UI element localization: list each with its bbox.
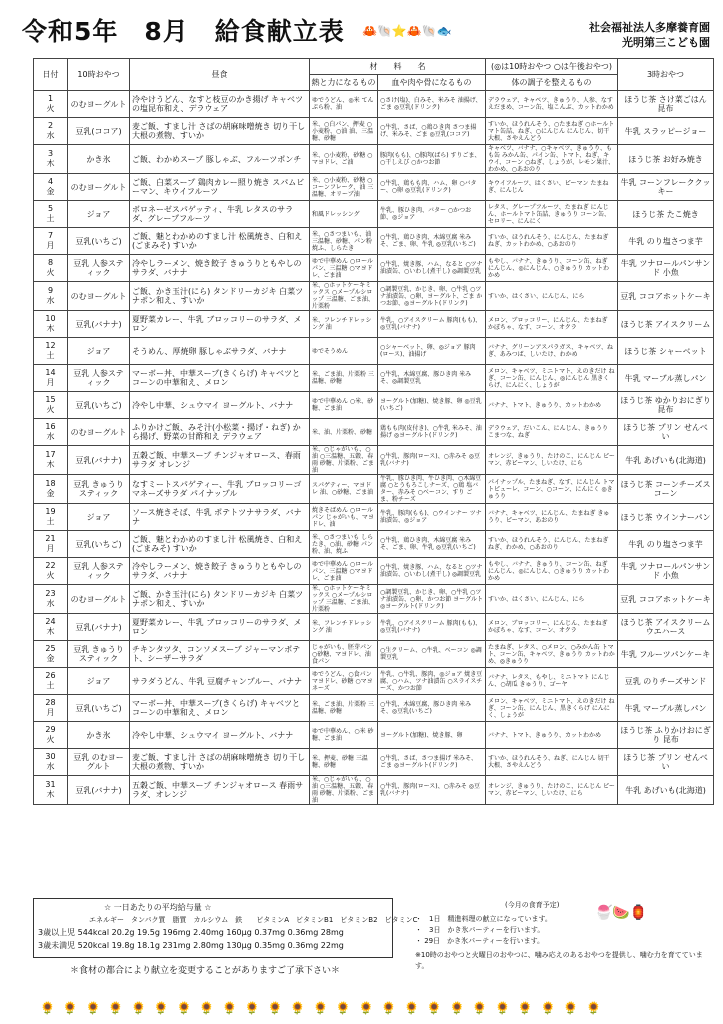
green-ingredients-cell: メロン、ブロッコリー、にんじん、たまねぎ かぼちゃ、なす、コーン、オクラ [486, 311, 618, 338]
day-of-week: 水 [46, 762, 55, 771]
green-ingredients-cell: すいか、はくさい、にんじん、にら [486, 585, 618, 614]
day-number: 1 [47, 94, 54, 103]
yellow-ingredients-cell: ○牛乳、焼き豚、ハム、なると ○ツナ油漬缶、○いわし(煮干し) ◎調製豆乳 [378, 255, 486, 282]
red-ingredients-cell: ゆで中華めん ○米、砂糖、ごま油 [310, 392, 378, 419]
menu-row [34, 255, 714, 282]
yellow-ingredients-cell: ○シャーベット、卵、◎ジョア 豚肉(ロース)、油揚げ [378, 338, 486, 365]
day-number: 22 [45, 561, 56, 570]
green-ingredients-cell: レタス、グレープフルーツ、たまねぎ にんじん、ホールトマト缶詰、きゅうり コーン缶、セロリー、にんにく [486, 201, 618, 228]
lunch-cell: 麦ご飯、すまし汁 さばの胡麻味噌焼き 切り干し大根の煮物、すいか [130, 118, 310, 145]
yellow-ingredients-cell: 豚肉(もも)、○豚肉(ばら) すりごま、○干しえび ○かつお節 [378, 145, 486, 174]
yellow-ingredients-cell: ○牛乳、鶏ひき肉、木綿豆腐 米みそ、ごま、卵、牛乳 ◎豆乳(いちご) [378, 228, 486, 255]
pm-snack-cell: ほうじ茶 ウインナーパン [618, 504, 714, 531]
menu-row [34, 668, 714, 695]
yellow-ingredients-cell: 牛乳、○アイスクリーム 豚肉(もも)、◎豆乳(バナナ) [378, 614, 486, 641]
menu-row [34, 282, 714, 311]
green-ingredients-cell: すいか、ほうれんそう、にんじん、たまねぎ ねぎ、カットわかめ、○あおのり [486, 228, 618, 255]
red-ingredients-cell: 米、○ホットケーキミックス ○メープルシロップ 三温糖、ごま油、片栗粉 [310, 585, 378, 614]
pm-snack-cell: ほうじ茶 プリン せんべい [618, 749, 714, 776]
red-ingredients-cell: ゆで中華めん ○ロールパン、三温糖 ○マヨドレ、ごま油 [310, 558, 378, 585]
lunch-cell: 冷やし中華、シュウマイ ヨーグルト、バナナ [130, 392, 310, 419]
lunch-cell: 冷やしラーメン、焼き餃子 きゅうりともやしのサラダ、バナナ [130, 255, 310, 282]
am-snack-cell: 豆乳(いちご) [68, 392, 130, 419]
red-ingredients-cell: 米、○さつまいも、油 三温糖、砂糖、パン粉 焼ふ、しらたき [310, 228, 378, 255]
yellow-ingredients-cell: ○調製豆乳、かじき、卵、○牛乳 ○ツナ油漬缶、○卵、ヨーグルト、ごま かつお節、◎ヨーグルト(ドリンク) [378, 282, 486, 311]
day-number: 2 [47, 121, 54, 130]
day-of-week: 火 [46, 405, 55, 414]
red-ingredients-cell: 米、○白パン、押麦 ○小麦粉、○油 油、三温糖、砂糖 [310, 118, 378, 145]
pm-snack-cell: 豆乳 ココアホットケーキ [618, 282, 714, 311]
day-number: 17 [45, 450, 56, 459]
am-snack-cell: のむヨーグルト [68, 174, 130, 201]
red-ingredients-cell: 米、押麦、砂糖 三温糖、砂糖 [310, 749, 378, 776]
day-cell [34, 282, 68, 311]
pm-snack-cell: ほうじ茶 シャーベット [618, 338, 714, 365]
pm-snack-cell: ほうじ茶 プリン せんべい [618, 419, 714, 446]
note-item: ・ 29日 かき氷パーティーを行います。 [415, 937, 545, 945]
red-ingredients-cell: 和風ドレッシング [310, 201, 378, 228]
lunch-cell: ボロネーゼスパゲッティ、牛乳 レタスのサラダ、グレープフルーツ [130, 201, 310, 228]
day-number: 14 [45, 368, 56, 377]
day-number: 19 [45, 507, 56, 516]
green-ingredients-cell: バナナ、レタス、もやし、ミニトマト にんじん、○胡瓜 きゅうり、ゴーヤ [486, 668, 618, 695]
am-snack-cell: 豆乳(ココア) [68, 118, 130, 145]
day-cell [34, 174, 68, 201]
lunch-cell: 冷やしラーメン、焼き餃子 きゅうりともやしのサラダ、バナナ [130, 558, 310, 585]
am-snack-cell: 豆乳 人参スティック [68, 365, 130, 392]
col-ingredients: 材 料 名 [310, 59, 486, 75]
day-cell [34, 311, 68, 338]
day-cell [34, 531, 68, 558]
nutrition-header: エネルギー タンパク質 脂質 カルシウム 鉄 ビタミンA ビタミンB1 ビタミンB2 ビタミンC [89, 916, 418, 924]
green-ingredients-cell: メロン、ブロッコリー、にんじん、たまねぎ かぼちゃ、なす、コーン、オクラ [486, 614, 618, 641]
day-number: 31 [45, 780, 56, 789]
yellow-ingredients-cell: ○調製豆乳、かじき、卵、○牛乳 ○ツナ油漬缶、○卵、かつお節 ヨーグルト ◎ヨーグルト(ドリンク) [378, 585, 486, 614]
menu-row [34, 614, 714, 641]
day-of-week: 火 [46, 571, 55, 580]
red-ingredients-cell: ゆでそうめん [310, 338, 378, 365]
day-number: 8 [47, 258, 54, 267]
day-of-week: 金 [46, 654, 55, 663]
menu-row [34, 419, 714, 446]
red-ingredients-cell: 米、○小麦粉、砂糖 ○コーンフレーク、油 三温糖、オリーブ油 [310, 174, 378, 201]
day-of-week: 木 [46, 627, 55, 636]
day-number: 24 [45, 617, 56, 626]
menu-row [34, 338, 714, 365]
pm-snack-cell: 牛乳 ツナロールパンサンド 小魚 [618, 558, 714, 585]
day-cell [34, 118, 68, 145]
menu-row [34, 201, 714, 228]
green-ingredients-cell: もやし、バナナ、きゅうり、コーン缶、ねぎ にんじん、◎にんじん、○きゅうり カットわかめ [486, 558, 618, 585]
pm-snack-cell: 豆乳 ココアホットケーキ [618, 585, 714, 614]
day-of-week: 火 [46, 104, 55, 113]
lunch-cell: ご飯、魅とわかめのすまし汁 松風焼き、白和え(ごまみそ) すいか [130, 228, 310, 255]
menu-row [34, 365, 714, 392]
lunch-cell: ご飯、わかめスープ 豚しゃぶ、フルーツポンチ [130, 145, 310, 174]
am-snack-cell: 豆乳 のむヨーグルト [68, 749, 130, 776]
am-snack-cell: かき氷 [68, 145, 130, 174]
red-ingredients-cell: 米、○小麦粉、砂糖 ○マヨドレ、ご油 [310, 145, 378, 174]
am-snack-cell: 豆乳(いちご) [68, 228, 130, 255]
am-snack-cell: 豆乳(いちご) [68, 531, 130, 558]
day-number: 15 [45, 395, 56, 404]
pm-snack-cell: 牛乳 のり塩さつま芋 [618, 531, 714, 558]
lunch-cell: サラダうどん、牛乳 豆腐チャンプルー、バナナ [130, 668, 310, 695]
green-ingredients-cell: メロン、キャベツ、ミニトマト、えのきだけ ねぎ、コーン缶、にんじん、黒きくらげ にんにく、しょうが [486, 695, 618, 722]
decoration-icons: 🦀🐚⭐🦀🐚🐟 [362, 24, 452, 38]
green-ingredients-cell: バナナ、トマト、きゅうり、カットわかめ [486, 722, 618, 749]
day-of-week: 水 [46, 296, 55, 305]
yellow-ingredients-cell: 牛乳、○アイスクリーム 豚肉(もも)、◎豆乳(バナナ) [378, 311, 486, 338]
lunch-cell: ご飯、かき玉汁(にら) タンドリーカジキ 白菜ツナポン和え、すいか [130, 585, 310, 614]
am-snack-cell: のむヨーグルト [68, 91, 130, 118]
am-snack-cell: 豆乳 きゅうりスティック [68, 475, 130, 504]
pm-snack-cell: 牛乳 あげいも(北海道) [618, 446, 714, 475]
green-ingredients-cell: メロン、キャベツ、ミニトマト、えのきだけ ねぎ、コーン缶、にんじん、◎にんじん 黒きくらげ、にんにく、しょうが [486, 365, 618, 392]
day-of-week: 月 [46, 241, 55, 250]
am-snack-cell: ジョア [68, 338, 130, 365]
am-snack-cell: かき氷 [68, 722, 130, 749]
day-cell [34, 91, 68, 118]
pm-snack-cell: 牛乳 あげいも(北海道) [618, 776, 714, 805]
day-number: 30 [45, 752, 56, 761]
red-ingredients-cell: じゃがいも、胚芽パン ○砂糖、マヨドレ、油 食パン [310, 641, 378, 668]
pm-snack-cell: 牛乳 マーブル蒸しパン [618, 695, 714, 722]
col-red: 熱と力になるもの [310, 75, 378, 91]
day-number: 12 [45, 341, 56, 350]
day-of-week: 水 [46, 599, 55, 608]
menu-row [34, 722, 714, 749]
page-title: 令和5年 8月 給食献立表 [22, 17, 345, 46]
am-snack-cell: のむヨーグルト [68, 282, 130, 311]
menu-row [34, 174, 714, 201]
menu-table [33, 58, 714, 805]
day-cell [34, 722, 68, 749]
notes-footnote: ※10時のおやつと火曜日のおやつに、噛み応えのあるおやつを提供し、噛む力を育てています。 [415, 951, 703, 970]
day-cell [34, 585, 68, 614]
day-cell [34, 255, 68, 282]
lunch-cell: 五穀ご飯、中華スープ チンジャオロース 春雨サラダ、オレンジ [130, 776, 310, 805]
menu-row [34, 446, 714, 475]
yellow-ingredients-cell: 牛乳、豚ひき肉、バター ○かつお節、◎ジョア [378, 201, 486, 228]
menu-row [34, 145, 714, 174]
menu-row [34, 776, 714, 805]
day-of-week: 土 [46, 214, 55, 223]
yellow-ingredients-cell: ○牛乳、焼き豚、ハム、なると ○ツナ油漬缶、○いわし(煮干し) ◎調製豆乳 [378, 558, 486, 585]
day-of-week: 月 [46, 544, 55, 553]
am-snack-cell: のむヨーグルト [68, 419, 130, 446]
day-of-week: 土 [46, 351, 55, 360]
menu-row [34, 504, 714, 531]
nutrition-row-under3: 3歳未満児 520kcal 19.8g 18.1g 231mg 2.80mg 130μg 0.35mg 0.36mg 22mg [38, 941, 344, 950]
red-ingredients-cell: 米、○じゃがいも、○油 ○三温糖、五穀、春雨 砂糖、片栗粉、ごま油 [310, 446, 378, 475]
lunch-cell: 夏野菜カレー、牛乳 ブロッコリーのサラダ、メロン [130, 311, 310, 338]
day-of-week: 木 [46, 159, 55, 168]
red-ingredients-cell: 米、○ホットケーキミックス ○メープルシロップ 三温糖、ごま油、片栗粉 [310, 282, 378, 311]
pm-snack-cell: ほうじ茶 アイスクリーム [618, 311, 714, 338]
lunch-cell: マーボー丼、中華スープ(きくらげ) キャベツとコーンの中華和え、メロン [130, 695, 310, 722]
yellow-ingredients-cell: ○牛乳、さば、○鶏ひき肉 さつま揚げ、米みそ、ごま ◎豆乳(ココア) [378, 118, 486, 145]
red-ingredients-cell: 米、ごま油、片栗粉 三温糖、砂糖 [310, 365, 378, 392]
lunch-cell: そうめん、厚焼卵 豚しゃぶサラダ、バナナ [130, 338, 310, 365]
day-cell [34, 475, 68, 504]
sunflower-border: 🌻 🌻 🌻 🌻 🌻 🌻 🌻 🌻 🌻 🌻 🌻 🌻 🌻 🌻 🌻 🌻 🌻 🌻 🌻 🌻 🌻 🌻 🌻 🌻 🌻 [40, 1001, 604, 1015]
col-legend: (◎は10時おやつ ○は午後おやつ) [486, 59, 618, 75]
day-number: 5 [47, 204, 54, 213]
yellow-ingredients-cell: 牛乳、豚ひき肉、牛ひき肉、○木綿豆腐 ○とうもろこしナーズ、○鶏 塩バター、赤みそ ○ベーコン、すり ごま、粉チーズ [378, 475, 486, 504]
day-of-week: 木 [46, 790, 55, 799]
col-lunch: 昼食 [130, 59, 310, 91]
notes-title: (今月の食育予定) [505, 901, 560, 909]
menu-row [34, 531, 714, 558]
am-snack-cell: のむヨーグルト [68, 585, 130, 614]
day-cell [34, 338, 68, 365]
day-cell [34, 641, 68, 668]
green-ingredients-cell: オレンジ、きゅうり、たけのこ、にんじん ピーマン、赤ピーマン、しいたけ、にら [486, 446, 618, 475]
pm-snack-cell: ほうじ茶 ふりかけおにぎり 昆布 [618, 722, 714, 749]
pm-snack-cell: 牛乳 コーンフレーククッキー [618, 174, 714, 201]
red-ingredients-cell: 米、油、片栗粉、砂糖 [310, 419, 378, 446]
am-snack-cell: 豆乳 人参スティック [68, 255, 130, 282]
col-pm-snack: 3時おやつ [618, 59, 714, 91]
am-snack-cell: ジョア [68, 504, 130, 531]
lunch-cell: ご飯、白菜スープ 鶏肉カレー照り焼き スパムビーマン、キウイフルーツ [130, 174, 310, 201]
am-snack-cell: 豆乳 きゅうりスティック [68, 641, 130, 668]
red-ingredients-cell: 米、ごま油、片栗粉 三温糖、砂糖 [310, 695, 378, 722]
red-ingredients-cell: ゆで中華めん ○ロールパン、三温糖 ○マヨドレ、ごま油 [310, 255, 378, 282]
lunch-cell: ご飯、かき玉汁(にら) タンドリーカジキ 白菜ツナポン和え、すいか [130, 282, 310, 311]
red-ingredients-cell: 米、○じゃがいも、○油 ○三温糖、五穀、春雨 砂糖、片栗粉、ごま油 [310, 776, 378, 805]
lunch-cell: ご飯、魅とわかめのすまし汁 松風焼き、白和え(ごまみそ) すいか [130, 531, 310, 558]
menu-row [34, 91, 714, 118]
lunch-cell: ふりかけご飯、みそ汁(小松菜・揚げ・ねぎ) から揚げ、野菜の甘酢和え デラウェア [130, 419, 310, 446]
red-ingredients-cell: スパゲティー、マヨドレ 油、○砂糖、ごま油 [310, 475, 378, 504]
red-ingredients-cell: 米、フレンチドレッシング 油 [310, 614, 378, 641]
red-ingredients-cell: 米、フレンチドレッシング 油 [310, 311, 378, 338]
green-ingredients-cell: もやし、バナナ、きゅうり、コーン缶、ねぎ にんじん、◎にんじん、○きゅうり カットわかめ [486, 255, 618, 282]
day-number: 23 [45, 589, 56, 598]
nutrition-box [33, 898, 418, 958]
am-snack-cell: 豆乳(いちご) [68, 695, 130, 722]
organization [589, 20, 710, 50]
yellow-ingredients-cell: ○牛乳、鶏もも肉、ハム、卵 ○バター、○卵 ◎豆乳(ドリンク) [378, 174, 486, 201]
green-ingredients-cell: たまねぎ、レタス、○メロン、○みかん缶 トマト、コーン缶、キャベツ、きゅうり カットわかめ、◎きゅうり [486, 641, 618, 668]
menu-row [34, 641, 714, 668]
yellow-ingredients-cell: ○牛乳、鶏ひき肉、木綿豆腐 米みそ、ごま、卵、牛乳 ◎豆乳(いちご) [378, 531, 486, 558]
yellow-ingredients-cell: 鶏もも肉(皮付き)、○牛乳 米みそ、油揚げ ◎ヨーグルト(ドリンク) [378, 419, 486, 446]
green-ingredients-cell: オレンジ、きゅうり、たけのこ、にんじん ピーマン、赤ピーマン、しいたけ、にら [486, 776, 618, 805]
lunch-cell: 麦ご飯、すまし汁 さばの胡麻味噌焼き 切り干し大根の煮物、すいか [130, 749, 310, 776]
am-snack-cell: 豆乳(バナナ) [68, 446, 130, 475]
pm-snack-cell: ほうじ茶 お好み焼き [618, 145, 714, 174]
lunch-cell: 冷やし中華、シュウマイ ヨーグルト、バナナ [130, 722, 310, 749]
shaved-ice-icon: 🍧🍉🏮 [595, 905, 648, 921]
day-cell [34, 201, 68, 228]
green-ingredients-cell: バナナ、グリーンアスパラガス、キャベツ、ね ぎ、あみつば、しいたけ、わかめ [486, 338, 618, 365]
col-am-snack: 10時おやつ [68, 59, 130, 91]
am-snack-cell: 豆乳(バナナ) [68, 776, 130, 805]
col-day: 日付 [34, 59, 68, 91]
am-snack-cell: 豆乳(バナナ) [68, 311, 130, 338]
red-ingredients-cell: ゆでうどん、◎米 てんぷら粉、油 [310, 91, 378, 118]
lunch-cell: なすミートスパゲティー、牛乳 ブロッコリーゴマネーズサラダ パイナップル [130, 475, 310, 504]
lunch-cell: チキンタツタ、コンソメスープ ジャーマンポテト、シーザーサラダ [130, 641, 310, 668]
green-ingredients-cell: すいか、はくさい、にんじん、にら [486, 282, 618, 311]
lunch-cell: 五穀ご飯、中華スープ チンジャオロース、春雨サラダ オレンジ [130, 446, 310, 475]
day-cell [34, 446, 68, 475]
day-of-week: 木 [46, 460, 55, 469]
yellow-ingredients-cell: ○牛乳、さば、さつま揚げ 米みそ、ごま ◎ヨーグルト(ドリンク) [378, 749, 486, 776]
day-number: 25 [45, 644, 56, 653]
yellow-ingredients-cell: 牛乳、○牛乳、豚肉、◎ジョア 焼き豆腐、○ハム、ツナ油漬缶 ○スライスチーズ、かつお節 [378, 668, 486, 695]
am-snack-cell: 豆乳(バナナ) [68, 614, 130, 641]
pm-snack-cell: ほうじ茶 たこ焼き [618, 201, 714, 228]
menu-row [34, 311, 714, 338]
menu-row [34, 749, 714, 776]
day-of-week: 火 [46, 735, 55, 744]
green-ingredients-cell: デラウェア、キャベツ、きゅうり、人参、なす えだまめ、コーン缶、塩こんぶ、カットわかめ [486, 91, 618, 118]
menu-body [34, 91, 714, 805]
day-of-week: 金 [46, 489, 55, 498]
day-of-week: 月 [46, 708, 55, 717]
day-cell [34, 419, 68, 446]
day-cell [34, 776, 68, 805]
am-snack-cell: 豆乳 人参スティック [68, 558, 130, 585]
day-number: 3 [47, 149, 54, 158]
menu-row [34, 118, 714, 145]
yellow-ingredients-cell: ヨーグルト(加糖)、焼き豚、卵 [378, 722, 486, 749]
day-number: 26 [45, 671, 56, 680]
day-of-week: 木 [46, 324, 55, 333]
lunch-cell: 冷やけうどん、なすと枝豆のかき揚げ キャベツの塩昆布和え、デラウェア [130, 91, 310, 118]
note-item: ・ 3日 かき氷パーティーを行います。 [415, 926, 545, 934]
day-number: 21 [45, 534, 56, 543]
day-cell [34, 695, 68, 722]
day-cell [34, 614, 68, 641]
day-cell [34, 558, 68, 585]
day-cell [34, 749, 68, 776]
day-of-week: 火 [46, 268, 55, 277]
menu-row [34, 392, 714, 419]
day-number: 18 [45, 479, 56, 488]
pm-snack-cell: 牛乳 ツナロールパンサンド 小魚 [618, 255, 714, 282]
green-ingredients-cell: バナナ、トマト、きゅうり、カットわかめ [486, 392, 618, 419]
col-yellow: 血や肉や骨になるもの [378, 75, 486, 91]
green-ingredients-cell: バナナ、キャベツ、にんじん、たまねぎ きゅうり、ピーマン、あおのり [486, 504, 618, 531]
green-ingredients-cell: パイナップル、たまねぎ、なす、にんじん トマトピューレ、コーン、○コーン、にんにく ◎きゅうり [486, 475, 618, 504]
red-ingredients-cell: ゆで中華めん、○米 砂糖、ごま油 [310, 722, 378, 749]
day-of-week: 金 [46, 187, 55, 196]
day-of-week: 月 [46, 378, 55, 387]
red-ingredients-cell: ゆでうどん、○食パン マヨドレ、砂糖 ○マヨネーズ [310, 668, 378, 695]
yellow-ingredients-cell: 牛乳、豚肉(もも)、○ウインナー ツナ油漬缶、◎ジョア [378, 504, 486, 531]
pm-snack-cell: 牛乳 スラッピージョー [618, 118, 714, 145]
day-cell [34, 668, 68, 695]
note-item: ・ 1日 精進料理の献立になっています。 [415, 915, 552, 923]
header [12, 6, 712, 58]
footer-note: ＊食材の都合により献立を変更することがありますご了承下さい＊ [70, 966, 341, 976]
am-snack-cell: ジョア [68, 668, 130, 695]
menu-row [34, 695, 714, 722]
green-ingredients-cell: すいか、ほうれんそう、にんじん、たまねぎ ねぎ、わかめ、○あおのり [486, 531, 618, 558]
yellow-ingredients-cell: ○生クリーム、○牛乳、ベーコン ◎調製豆乳 [378, 641, 486, 668]
day-cell [34, 145, 68, 174]
green-ingredients-cell: デラウェア、だいこん、にんじん、きゅうり こまつな、ねぎ [486, 419, 618, 446]
day-number: 9 [47, 286, 54, 295]
red-ingredients-cell: 焼きそばめん ○ロールパン じゃがいも、マヨドレ、油 [310, 504, 378, 531]
day-number: 4 [47, 177, 54, 186]
yellow-ingredients-cell: ヨーグルト(加糖)、焼き豚、卵 ◎豆乳(いちご) [378, 392, 486, 419]
col-green: 体の調子を整えるもの [486, 75, 618, 91]
day-number: 16 [45, 422, 56, 431]
menu-row [34, 228, 714, 255]
yellow-ingredients-cell: ○牛乳、木綿豆腐、豚ひき肉 米みそ、◎豆乳(いちご) [378, 695, 486, 722]
nutrition-title: ☆ 一日あたりの平均給与量 ☆ [104, 903, 212, 912]
day-number: 29 [45, 725, 56, 734]
green-ingredients-cell: キャベツ、バナナ、○キャベツ、きゅうり、もも缶 みかん缶、パイン缶、トマト、ねぎ、キウイ、コーン ○ねぎ、しょうが、レモン果汁、わかめ、○あおのり [486, 145, 618, 174]
day-of-week: 水 [46, 131, 55, 140]
red-ingredients-cell: 米、○さつまいも しらたき、○油、砂糖 パン粉、油、焼ふ [310, 531, 378, 558]
green-ingredients-cell: キウイフルーツ、はくさい、ピーマン たまねぎ、にんじん [486, 174, 618, 201]
school-name: 光明第三こども園 [622, 36, 710, 49]
menu-row [34, 475, 714, 504]
day-of-week: 水 [46, 432, 55, 441]
day-number: 7 [47, 231, 54, 240]
yellow-ingredients-cell: ○さけ(塩)、白みそ、米みそ 油揚げ、ごま ◎豆乳(ドリンク) [378, 91, 486, 118]
day-cell [34, 392, 68, 419]
pm-snack-cell: ほうじ茶 ゆかりおにぎり 昆布 [618, 392, 714, 419]
menu-row [34, 585, 714, 614]
pm-snack-cell: 牛乳 マーブル蒸しパン [618, 365, 714, 392]
pm-snack-cell: 牛乳 フルーツパンケーキ [618, 641, 714, 668]
green-ingredients-cell: すいか、ほうれんそう、○たまねぎ ○ホールトマト缶詰、ねぎ、○にんじん にんじん、切干大根、さやえんどう [486, 118, 618, 145]
pm-snack-cell: 牛乳 のり塩さつま芋 [618, 228, 714, 255]
day-cell [34, 228, 68, 255]
pm-snack-cell: 豆乳 のりチーズサンド [618, 668, 714, 695]
pm-snack-cell: ほうじ茶 コーンチーズスコーン [618, 475, 714, 504]
day-cell [34, 504, 68, 531]
lunch-cell: マーボー丼、中華スープ(きくらげ) キャベツとコーンの中華和え、メロン [130, 365, 310, 392]
am-snack-cell: ジョア [68, 201, 130, 228]
day-number: 10 [45, 314, 56, 323]
day-cell [34, 365, 68, 392]
nutrition-row-over3: 3歳以上児 544kcal 20.2g 19.5g 196mg 2.40mg 160μg 0.37mg 0.36mg 28mg [38, 928, 344, 937]
day-of-week: 土 [46, 681, 55, 690]
org-name: 社会福祉法人多摩養育園 [589, 21, 710, 34]
yellow-ingredients-cell: ○牛乳、豚肉(ロース)、○赤みそ ◎豆乳(バナナ) [378, 776, 486, 805]
menu-row [34, 558, 714, 585]
pm-snack-cell: ほうじ茶 アイスクリーム ウエハース [618, 614, 714, 641]
day-number: 28 [45, 698, 56, 707]
pm-snack-cell: ほうじ茶 さけ菜ごはん 昆布 [618, 91, 714, 118]
yellow-ingredients-cell: ○牛乳、豚肉(ロース)、○赤みそ ◎豆乳(バナナ) [378, 446, 486, 475]
yellow-ingredients-cell: ○牛乳、木綿豆腐、豚ひき肉 米みそ、◎調製豆乳 [378, 365, 486, 392]
day-of-week: 土 [46, 517, 55, 526]
lunch-cell: 夏野菜カレー、牛乳 ブロッコリーのサラダ、メロン [130, 614, 310, 641]
notes-list [415, 914, 552, 947]
green-ingredients-cell: すいか、ほうれんそう、ねぎ、にんじん 切干大根、さやえんどう [486, 749, 618, 776]
lunch-cell: ソース焼きそば、牛乳 ポテトツナサラダ、バナナ [130, 504, 310, 531]
